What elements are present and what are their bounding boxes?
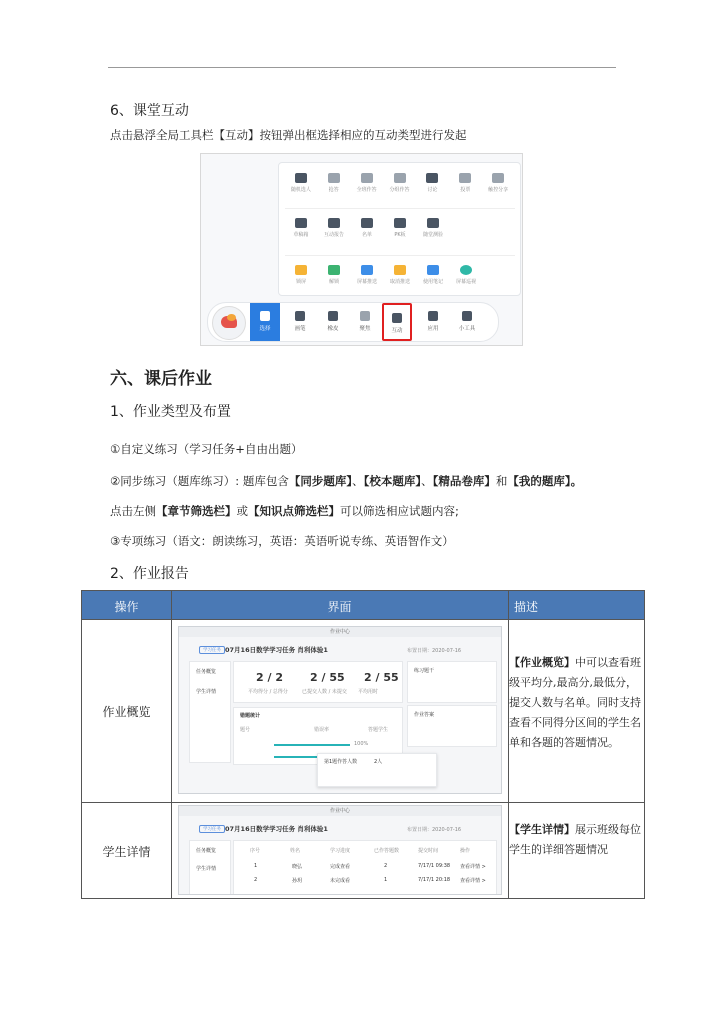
popup-value: 2人 — [374, 759, 383, 765]
side-card-1 — [407, 661, 497, 703]
screen-watch-item[interactable]: 屏幕巡视 — [450, 265, 482, 285]
logo-accent — [227, 314, 236, 321]
row-divider — [82, 802, 644, 803]
notes-icon — [427, 265, 439, 275]
student-table — [233, 840, 497, 895]
popup-card — [317, 753, 437, 787]
col-header: 提交时间 — [418, 848, 439, 854]
stats-card — [233, 661, 403, 703]
side-card-2 — [407, 705, 497, 747]
stat-1: 2 / 2 — [256, 671, 283, 684]
view-detail-link[interactable]: 查看详情 > — [460, 878, 486, 884]
unlock-item[interactable]: 解锁 — [318, 265, 350, 285]
table-cell: 1 — [254, 863, 258, 869]
tool-pen[interactable]: 画笔 — [285, 303, 315, 341]
roster-item[interactable]: 名单 — [351, 218, 383, 238]
subheading-types: 1、作业类型及布置 — [110, 404, 231, 420]
header-desc: 描述 — [514, 600, 539, 614]
draft-item[interactable]: 草稿箱 — [285, 218, 317, 238]
window-title: 作业中心 — [179, 806, 501, 816]
dice-icon — [295, 173, 307, 183]
overview-screenshot — [178, 626, 502, 794]
popup-divider — [285, 208, 515, 209]
nav-overview[interactable]: 任务概览 — [196, 848, 217, 854]
interaction-intro: 点击悬浮全局工具栏【互动】按钮弹出框选择相应的互动类型进行发起 — [110, 128, 467, 142]
header-rule — [108, 67, 616, 68]
stat-label-1: 平均得分 / 总得分 — [248, 689, 288, 695]
share-icon — [492, 173, 504, 183]
pk-item[interactable]: PK板 — [384, 218, 416, 238]
row-divider — [82, 619, 644, 620]
col-header: 已作答题数 — [374, 848, 400, 854]
discuss-item[interactable]: 讨论 — [416, 173, 448, 193]
cursor-icon — [260, 311, 270, 321]
popup-row-2 — [285, 218, 515, 238]
desc-overview: 【作业概览】中可以查看班级平均分,最高分,最低分，提交人数与名单。同时支持查看不同得分区间的学生名单和各题的答题情况。 — [509, 656, 641, 749]
vote-icon — [459, 173, 471, 183]
tool-select[interactable]: 选择 — [250, 303, 280, 341]
report-icon — [328, 218, 340, 228]
task-date: 布置日期：2020-07-16 — [407, 827, 462, 833]
pk-icon — [394, 218, 406, 228]
homework-line-2: ②同步练习（题库练习）: 题库包含【同步题库】、【校本题库】、【精品卷库】和【我的题库】。 — [110, 474, 583, 488]
table-cell: 晓弘 — [292, 864, 303, 870]
toolbox-icon — [462, 311, 472, 321]
pen-icon — [295, 311, 305, 321]
table-cell: 2 — [384, 863, 388, 869]
homework-line-3: 点击左侧【章节筛选栏】或【知识点筛选栏】可以筛选相应试题内容; — [110, 504, 459, 518]
touch-share-item[interactable]: 触控分享 — [482, 173, 514, 193]
push-icon — [361, 265, 373, 275]
col-divider — [171, 591, 172, 898]
stat-2: 2 / 55 — [310, 671, 345, 684]
class-answer-item[interactable]: 全班作答 — [351, 173, 383, 193]
tool-interact[interactable]: 互动 — [382, 303, 412, 341]
left-nav — [189, 661, 231, 763]
quiz-icon — [427, 218, 439, 228]
random-pick-item[interactable]: 随机选人 — [285, 173, 317, 193]
tool-widgets[interactable]: 小工具 — [452, 303, 482, 341]
lock-item[interactable]: 锁屏 — [285, 265, 317, 285]
stat-label-2: 已提交人数 / 未提交 — [302, 689, 347, 695]
popup-row-1 — [285, 173, 515, 193]
popup-divider — [285, 255, 515, 256]
task-date: 布置日期：2020-07-16 — [407, 648, 462, 654]
floating-toolbar — [207, 302, 499, 342]
task-title: 07月16日数学学习任务 肖利体验1 — [225, 825, 328, 833]
cancel-push-item[interactable]: 取消推送 — [384, 265, 416, 285]
task-title: 07月16日数学学习任务 肖利体验1 — [225, 646, 328, 654]
eraser-icon — [328, 311, 338, 321]
header-op: 操作 — [114, 600, 139, 614]
window-title: 作业中心 — [179, 627, 501, 637]
tool-focus[interactable]: 聚焦 — [350, 303, 380, 341]
nav-detail[interactable]: 学生详情 — [196, 689, 217, 695]
col-rate: 错误率 — [314, 727, 330, 733]
section-heading-interaction: 6、课堂互动 — [110, 103, 189, 119]
table-cell: 7/17/1 20:18 — [418, 877, 451, 883]
lock-icon — [295, 265, 307, 275]
view-detail-link[interactable]: 查看详情 > — [460, 864, 486, 870]
tool-apps[interactable]: 应用 — [418, 303, 448, 341]
chat-icon — [426, 173, 438, 183]
error-rate-bar — [274, 744, 350, 746]
header-ui: 界面 — [327, 600, 352, 614]
tool-eraser[interactable]: 橡皮 — [318, 303, 348, 341]
side-title-2: 作业答案 — [414, 712, 435, 718]
report-item[interactable]: 互动报告 — [318, 218, 350, 238]
avatar[interactable] — [212, 306, 246, 340]
table-cell: 2 — [254, 877, 258, 883]
table-cell: 孙玥 — [292, 878, 303, 884]
table-header — [82, 591, 644, 619]
task-tag: 学习任务 — [199, 646, 225, 654]
row-label-detail: 学生详情 — [102, 845, 151, 859]
hand-icon — [328, 173, 340, 183]
interact-icon — [392, 313, 402, 323]
col-header: 姓名 — [290, 848, 301, 854]
table-cell: 7/17/1 09:38 — [418, 863, 451, 869]
cancel-push-icon — [394, 265, 406, 275]
nav-overview[interactable]: 任务概览 — [196, 669, 217, 675]
unlock-icon — [328, 265, 340, 275]
task-tag: 学习任务 — [199, 825, 225, 833]
homework-line-1: ①自定义练习（学习任务+自由出题） — [110, 442, 303, 456]
quiz-item[interactable]: 随堂测验 — [417, 218, 449, 238]
group-icon — [394, 173, 406, 183]
focus-icon — [360, 311, 370, 321]
col-students: 答题学生 — [368, 727, 389, 733]
subheading-report: 2、作业报告 — [110, 566, 189, 582]
stat-3: 2 / 55 — [364, 671, 399, 684]
table-cell: 完成查看 — [330, 864, 351, 870]
detail-screenshot — [178, 805, 502, 895]
popup-label: 第1题作答人数 — [324, 759, 358, 765]
desc-detail: 【学生详情】展示班级每位学生的详细答题情况 — [509, 823, 641, 856]
section-heading-homework: 六、课后作业 — [110, 369, 212, 389]
table-cell: 1 — [384, 877, 388, 883]
left-nav — [189, 840, 231, 895]
roster-icon — [361, 218, 373, 228]
nav-detail[interactable]: 学生详情 — [196, 866, 217, 872]
draft-icon — [295, 218, 307, 228]
section-title: 错题统计 — [240, 713, 261, 719]
side-title-1: 练习题干 — [414, 668, 435, 674]
popup-row-3 — [285, 265, 515, 285]
col-header: 学习进度 — [330, 848, 351, 854]
notes-item[interactable]: 使用笔记 — [417, 265, 449, 285]
push-item[interactable]: 屏幕推送 — [351, 265, 383, 285]
group-answer-item[interactable]: 分组作答 — [384, 173, 416, 193]
eye-icon — [460, 265, 472, 275]
col-header: 操作 — [460, 848, 471, 854]
table-cell: 未完成看 — [330, 878, 351, 884]
row-label-overview: 作业概览 — [102, 705, 151, 719]
col-header: 序号 — [250, 848, 261, 854]
error-rate: 100% — [354, 741, 369, 747]
stat-label-3: 平均用时 — [358, 689, 379, 695]
homework-line-4: ③专项练习（语文：朗读练习，英语：英语听说专练、英语智作文） — [110, 534, 454, 548]
interaction-popup — [278, 162, 521, 296]
col-qno: 题号 — [240, 727, 251, 733]
report-table — [81, 590, 645, 899]
cube-icon — [428, 311, 438, 321]
quick-answer-item[interactable]: 抢答 — [318, 173, 350, 193]
people-icon — [361, 173, 373, 183]
toolbar-screenshot — [200, 153, 523, 346]
vote-item[interactable]: 投票 — [449, 173, 481, 193]
